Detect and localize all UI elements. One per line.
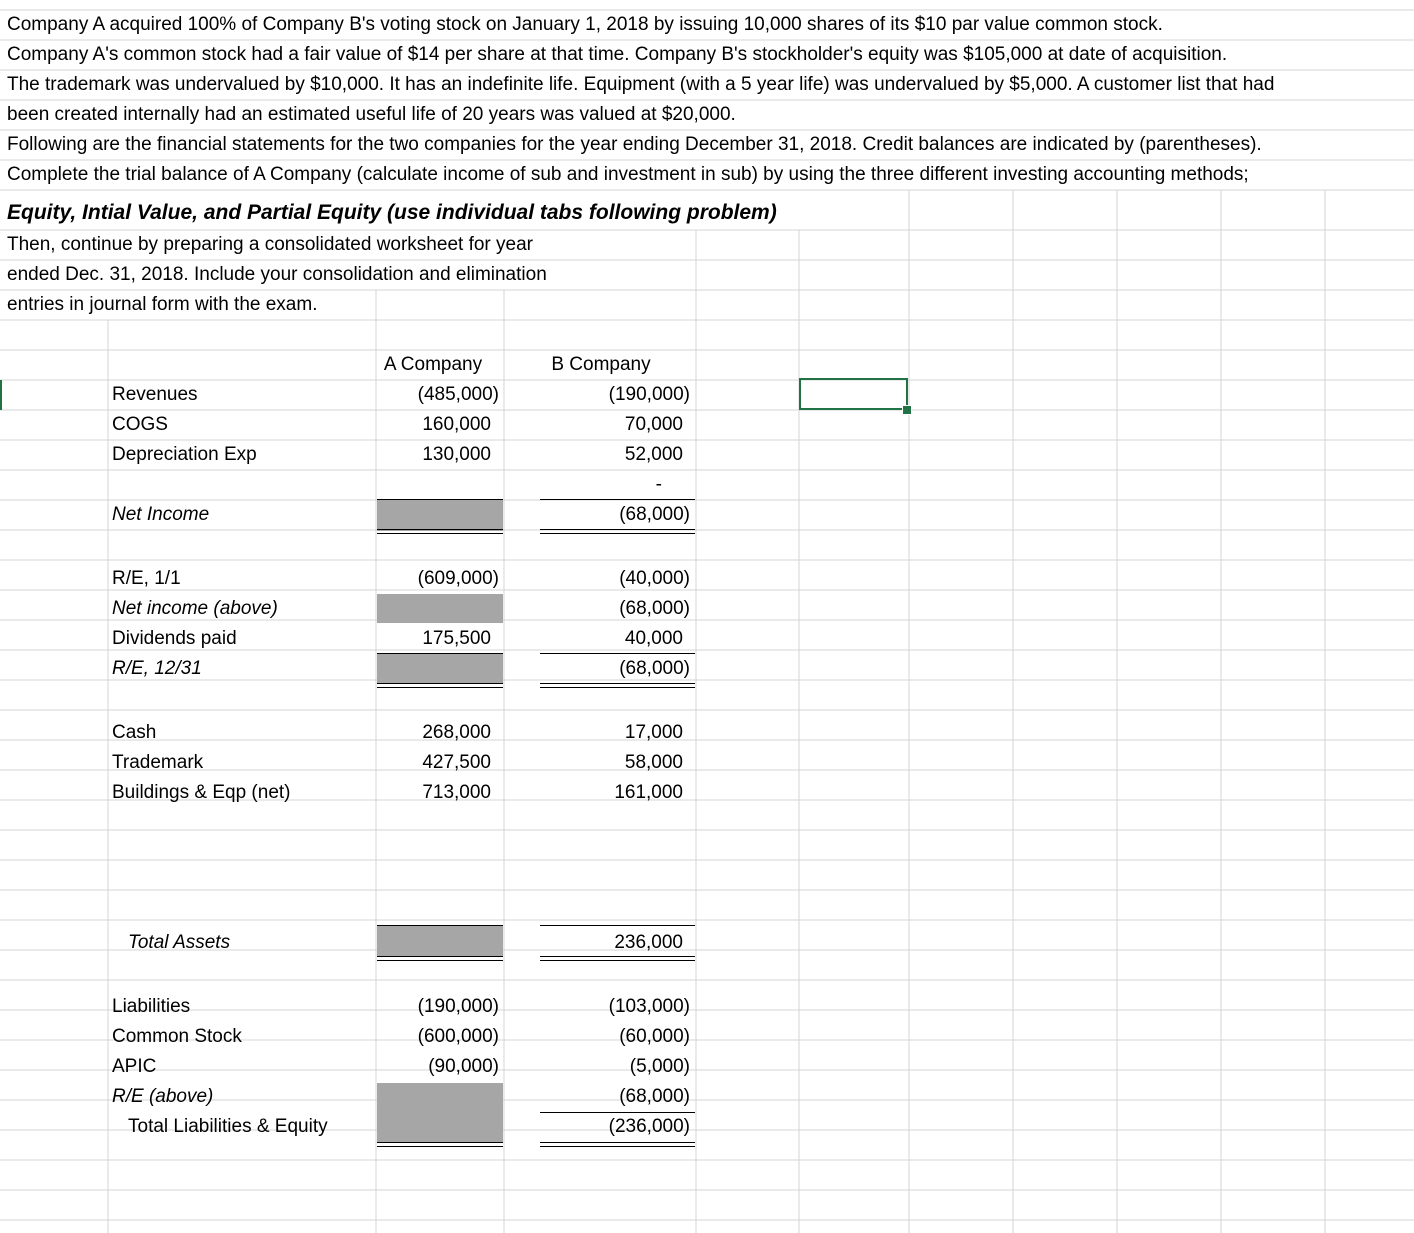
cash-label: Cash (112, 722, 157, 743)
a-assets-subtotal-line (377, 925, 503, 926)
b-depreciation[interactable]: 52,000 (624, 444, 683, 465)
b-trademark[interactable]: 58,000 (624, 752, 683, 773)
a-re-end-cell[interactable] (377, 654, 503, 684)
problem-line-4: been created internally had an estimated useful life of 20 years was valued at $20,000. (7, 104, 736, 125)
b-revenues[interactable]: (190,000) (608, 384, 690, 405)
ni-above-label: Net income (above) (112, 598, 278, 619)
a-revenues[interactable]: (485,000) (417, 384, 499, 405)
liabilities-label: Liabilities (112, 996, 191, 1017)
b-dividends[interactable]: 40,000 (624, 628, 683, 649)
b-re-double-line (540, 683, 695, 688)
dividends-label: Dividends paid (112, 628, 237, 649)
b-re-begin[interactable]: (40,000) (619, 568, 690, 589)
a-re-begin[interactable]: (609,000) (417, 568, 499, 589)
depreciation-label: Depreciation Exp (112, 444, 257, 465)
b-net-income[interactable]: (68,000) (619, 504, 690, 525)
b-income-subtotal-line (540, 499, 695, 500)
continue-line-1: Then, continue by preparing a consolidated worksheet for year (7, 234, 533, 255)
a-net-income-cell[interactable] (377, 500, 503, 531)
a-depreciation[interactable]: 130,000 (422, 444, 491, 465)
b-cash[interactable]: 17,000 (624, 722, 683, 743)
b-total-liab-equity[interactable]: (236,000) (608, 1116, 690, 1137)
a-liab-double-line (377, 1142, 503, 1147)
re-above-label: R/E (above) (112, 1086, 214, 1107)
a-common-stock[interactable]: (600,000) (417, 1026, 499, 1047)
revenues-label: Revenues (112, 384, 198, 405)
continue-line-2: ended Dec. 31, 2018. Include your consolidation and elimination (7, 264, 547, 285)
b-total-assets[interactable]: 236,000 (614, 932, 683, 953)
fill-handle[interactable] (902, 405, 912, 415)
a-re-double-line (377, 683, 503, 688)
a-total-assets-cell[interactable] (377, 926, 503, 957)
common-stock-label: Common Stock (112, 1026, 242, 1047)
b-liab-double-line (540, 1142, 695, 1147)
active-row-marker (0, 380, 2, 410)
a-re-subtotal-line (377, 653, 503, 654)
total-liab-equity-label: Total Liabilities & Equity (128, 1116, 328, 1137)
continue-line-3: entries in journal form with the exam. (7, 294, 318, 315)
b-assets-subtotal-line (540, 925, 695, 926)
a-cogs[interactable]: 160,000 (422, 414, 491, 435)
a-cash[interactable]: 268,000 (422, 722, 491, 743)
cogs-label: COGS (112, 414, 168, 435)
b-net-income-double-line (540, 529, 695, 534)
b-cogs[interactable]: 70,000 (624, 414, 683, 435)
problem-line-2: Company A's common stock had a fair value of $14 per share at that time. Company B's stockholder's equity was $105,000 at date of acquisition. (7, 44, 1228, 65)
problem-line-3: The trademark was undervalued by $10,000. It has an indefinite life. Equipment (with a 5 year life) was undervalued by $5,000. A customer list that had (7, 74, 1275, 95)
buildings-label: Buildings & Eqp (net) (112, 782, 291, 803)
header-a-company: A Company (383, 354, 483, 375)
a-dividends[interactable]: 175,500 (422, 628, 491, 649)
a-ni-above-cell[interactable] (377, 594, 503, 623)
total-assets-label: Total Assets (128, 932, 231, 953)
b-apic[interactable]: (5,000) (629, 1056, 690, 1077)
active-cell-selection[interactable] (799, 378, 908, 410)
b-common-stock[interactable]: (60,000) (619, 1026, 690, 1047)
header-b-company: B Company (551, 354, 651, 375)
a-buildings[interactable]: 713,000 (422, 782, 491, 803)
net-income-label: Net Income (112, 504, 210, 525)
b-liab-subtotal-line (540, 1112, 695, 1113)
a-trademark[interactable]: 427,500 (422, 752, 491, 773)
a-liabilities[interactable]: (190,000) (417, 996, 499, 1017)
problem-line-1: Company A acquired 100% of Company B's voting stock on January 1, 2018 by issuing 10,000 shares of its $10 par value common stock. (7, 14, 1163, 35)
a-assets-double-line (377, 956, 503, 961)
problem-line-6: Complete the trial balance of A Company (calculate income of sub and investment in sub) by using the three different investing accounting methods; (7, 164, 1249, 185)
b-blank-dash[interactable]: - (655, 474, 662, 495)
a-net-income-double-line (377, 529, 503, 534)
trademark-label: Trademark (112, 752, 204, 773)
b-buildings[interactable]: 161,000 (614, 782, 683, 803)
re-begin-label: R/E, 1/1 (112, 568, 181, 589)
apic-label: APIC (112, 1056, 157, 1077)
b-assets-double-line (540, 956, 695, 961)
a-apic[interactable]: (90,000) (428, 1056, 499, 1077)
b-ni-above[interactable]: (68,000) (619, 598, 690, 619)
a-income-subtotal-line (377, 499, 503, 500)
b-liabilities[interactable]: (103,000) (608, 996, 690, 1017)
b-re-subtotal-line (540, 653, 695, 654)
re-end-label: R/E, 12/31 (112, 658, 202, 679)
b-re-end[interactable]: (68,000) (619, 658, 690, 679)
b-re-above[interactable]: (68,000) (619, 1086, 690, 1107)
a-re-above-cell[interactable] (377, 1083, 503, 1142)
methods-heading: Equity, Intial Value, and Partial Equity (use individual tabs following problem) (7, 201, 777, 224)
problem-line-5: Following are the financial statements for the two companies for the year ending December 31, 2018. Credit balances are indicated by (parentheses). (7, 134, 1262, 155)
